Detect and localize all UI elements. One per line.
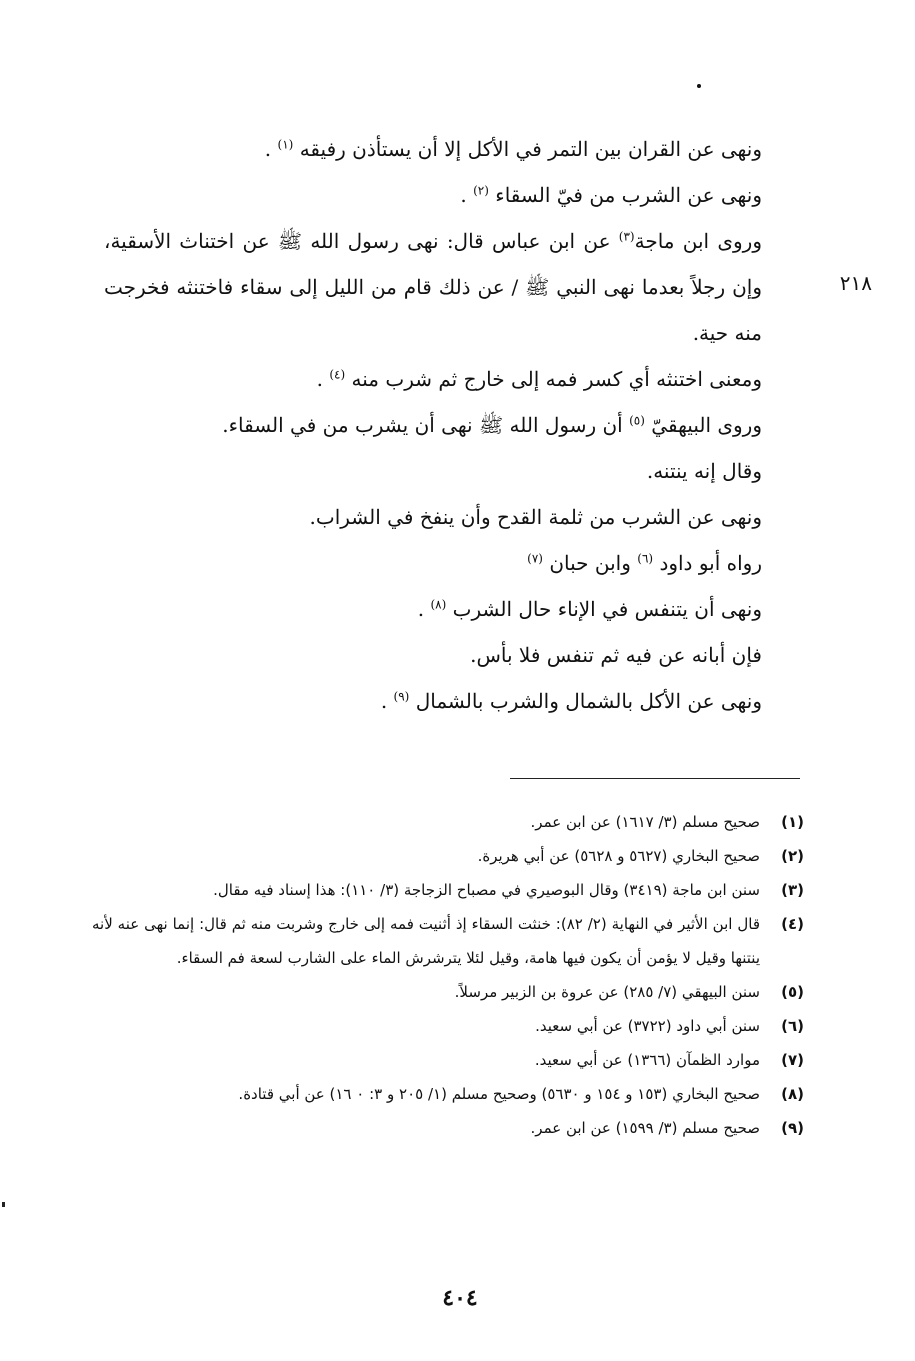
paragraph-2-end: .: [460, 183, 467, 207]
paragraph-5: [104, 402, 808, 448]
main-text: [104, 126, 808, 724]
paragraph-11-text: ونهى عن الأكل بالشمال والشرب بالشمال: [415, 689, 762, 713]
footnote-ref-9: (٩): [393, 689, 410, 704]
footnote-8: [92, 1077, 804, 1111]
footnote-ref-6: (٦): [637, 551, 654, 566]
footnote-text: صحيح البخاري (٥٦٢٧ و ٥٦٢٨) عن أبي هريرة.: [477, 847, 760, 865]
footnote-9: [92, 1111, 804, 1145]
footnote-number: (٥): [781, 983, 804, 1001]
footnote-4: [92, 907, 804, 975]
paragraph-8-text: وابن حبان: [549, 551, 631, 575]
footnote-ref-7: (٧): [527, 551, 543, 566]
footnote-number: (٤): [781, 915, 804, 933]
footnote-5: [92, 975, 804, 1009]
footnote-text: سنن أبي داود (٣٧٢٢) عن أبي سعيد.: [535, 1017, 760, 1035]
paragraph-8: [104, 540, 808, 586]
footnote-text: صحيح مسلم (٣/ ١٦١٧) عن ابن عمر.: [530, 813, 760, 831]
footnote-ref-3: (٣): [618, 229, 635, 244]
footnote-number: (١): [781, 813, 804, 831]
paragraph-10-text: فإن أبانه عن فيه ثم تنفس فلا بأس.: [470, 643, 762, 667]
paragraph-2: [104, 172, 808, 218]
footnote-3: [92, 873, 804, 907]
ink-dot: [697, 84, 701, 88]
footnote-2: [92, 839, 804, 873]
paragraph-3: [104, 218, 808, 356]
footnote-6: [92, 1009, 804, 1043]
paragraph-6: [104, 448, 808, 494]
footnotes: [92, 805, 804, 1145]
footnote-ref-5: (٥): [629, 413, 645, 428]
paragraph-9-end: .: [417, 597, 425, 621]
footnote-ref-8: (٨): [430, 597, 447, 612]
footnote-text: قال ابن الأثير في النهاية (٢/ ٨٢): خنثت السقاء إذ أثنيت فمه إلى خارج وشربت منه ثم قال: إنما نهى عنه لأنه ينتنها وقيل لا يؤمن أن يكون فيها هامة، وقيل لئلا يترشرش الماء على الشارب لسعة فم السقاء.: [92, 915, 760, 967]
paragraph-9: [104, 586, 808, 632]
footnote-separator: [510, 778, 800, 779]
paragraph-4: [104, 356, 808, 402]
paragraph-2-text: ونهى عن الشرب من فيّ السقاء: [495, 183, 762, 207]
margin-page-reference: ٢١٨: [839, 271, 872, 295]
footnote-number: (٣): [781, 881, 804, 899]
paragraph-3-lead: وروى ابن ماجة: [634, 229, 762, 253]
paragraph-4-text: ومعنى اختنثه أي كسر فمه إلى خارج ثم شرب منه: [351, 367, 762, 391]
paragraph-1-text: ونهى عن القران بين التمر في الأكل إلا أن يستأذن رفيقه: [299, 137, 762, 161]
paragraph-11-end: .: [380, 689, 388, 713]
paragraph-1: [104, 126, 808, 172]
page-number: ٤٠٤: [442, 1285, 478, 1311]
footnote-text: صحيح البخاري (١٥٣ و ١٥٤ و ٥٦٣٠) وصحيح مسلم (١/ ٢٠٥ و ٣: ٠ ١٦) عن أبي قتادة.: [238, 1085, 760, 1103]
footnote-1: [92, 805, 804, 839]
footnote-number: (٨): [781, 1085, 804, 1103]
footnote-number: (٧): [781, 1051, 804, 1069]
paragraph-11: [104, 678, 808, 724]
footnote-ref-1: (١): [277, 137, 294, 152]
paragraph-4-end: .: [316, 367, 323, 391]
footnote-text: سنن ابن ماجة (٣٤١٩) وقال البوصيري في مصباح الزجاجة (٣/ ١١٠): هذا إسناد فيه مقال.: [213, 881, 760, 899]
footnote-text: سنن البيهقي (٧/ ٢٨٥) عن عروة بن الزبير مرسلاً.: [454, 983, 760, 1001]
footnote-7: [92, 1043, 804, 1077]
paragraph-1-end: .: [264, 137, 272, 161]
paragraph-6-text: وقال إنه ينتنه.: [646, 459, 762, 483]
footnote-text: موارد الظمآن (١٣٦٦) عن أبي سعيد.: [534, 1051, 760, 1069]
footnote-number: (٦): [781, 1017, 804, 1035]
footnote-number: (٢): [781, 847, 804, 865]
footnote-number: (٩): [781, 1119, 804, 1137]
edge-mark: [2, 1202, 5, 1207]
paragraph-7: [104, 494, 808, 540]
footnote-ref-2: (٢): [473, 183, 489, 198]
footnote-ref-4: (٤): [329, 367, 346, 382]
paragraph-9-text: ونهى أن يتنفس في الإناء حال الشرب: [452, 597, 762, 621]
paragraph-8-lead: رواه أبو داود: [659, 551, 762, 575]
footnote-text: صحيح مسلم (٣/ ١٥٩٩) عن ابن عمر.: [530, 1119, 760, 1137]
paragraph-5-lead: وروى البيهقيّ: [651, 413, 762, 437]
paragraph-3-text: عن ابن عباس قال: نهى رسول الله ﷺ عن اختناث الأسقية، وإن رجلاً بعدما نهى النبي ﷺ / عن ذلك قام من الليل إلى سقاء فاختنثه فخرجت منه حية.: [104, 229, 762, 345]
paragraph-10: [104, 632, 808, 678]
paragraph-5-text: أن رسول الله ﷺ نهى أن يشرب من في السقاء.: [222, 413, 623, 437]
paragraph-7-text: ونهى عن الشرب من ثلمة القدح وأن ينفخ في الشراب.: [309, 505, 762, 529]
